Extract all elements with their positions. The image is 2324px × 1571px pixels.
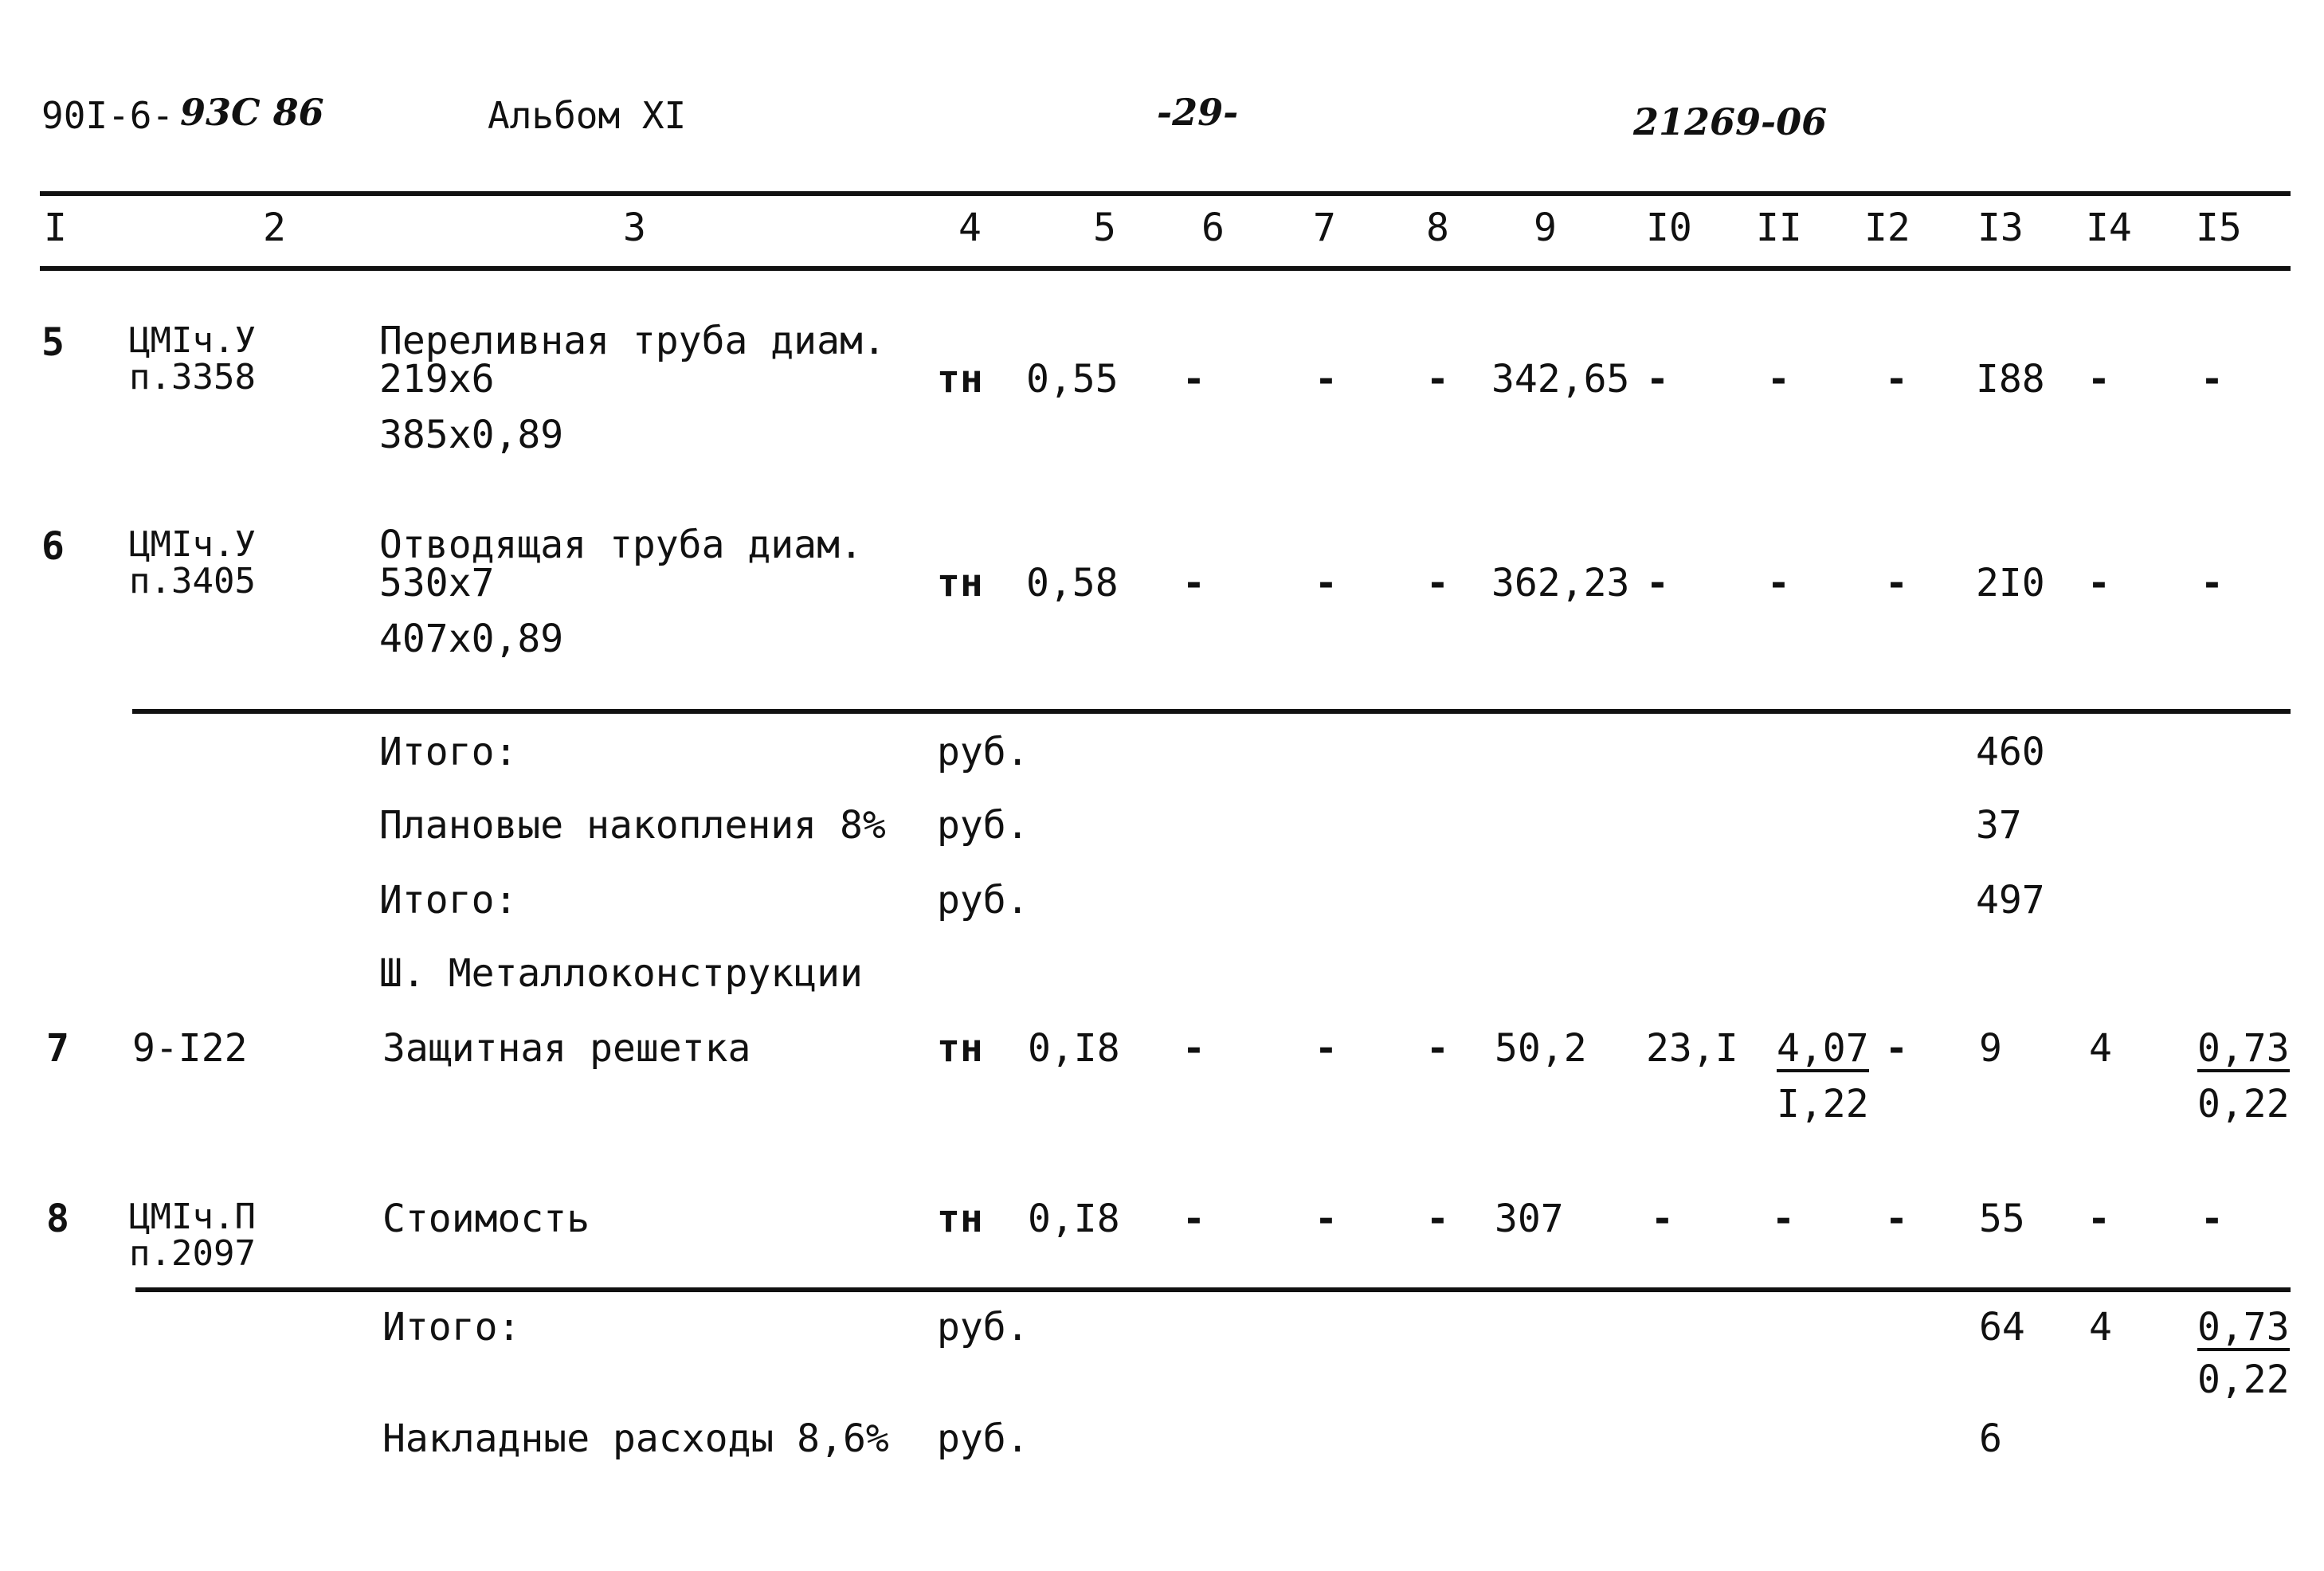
doc-code-prefix: 90I-6- — [41, 94, 174, 137]
row-c15: - — [2201, 1197, 2224, 1241]
row-c10: - — [1651, 1197, 1674, 1241]
total-unit: руб. — [937, 730, 1029, 774]
row-c15: - — [2201, 561, 2224, 605]
row-c15-numerator: 0,73 — [2197, 1026, 2290, 1071]
row-name: Защитная решетка — [382, 1026, 751, 1071]
header-bottom-rule — [40, 266, 2291, 271]
row-c8: - — [1426, 1026, 1449, 1071]
col-header-1: I — [44, 206, 67, 250]
row-code: ЦМIч.У — [129, 524, 256, 565]
section-title: Ш. Металлоконструкции — [379, 951, 863, 996]
col-header-7: 7 — [1313, 206, 1336, 250]
row-c5: 0,58 — [1026, 561, 1119, 605]
row-name-detail: 385х0,89 — [379, 413, 564, 457]
row-c12: - — [1885, 1197, 1908, 1241]
row-number: 8 — [46, 1197, 69, 1241]
row-c6: - — [1182, 357, 1205, 402]
row-c14: - — [2087, 1197, 2110, 1241]
row-c7: - — [1315, 561, 1338, 605]
plan-savings-c13: 37 — [1976, 803, 2022, 848]
row-c10: 23,I — [1646, 1026, 1738, 1071]
row-code: ЦМIч.У — [129, 320, 256, 361]
col-header-12: I2 — [1864, 206, 1911, 250]
row-c6: - — [1182, 1026, 1205, 1071]
row-c9: 362,23 — [1491, 561, 1630, 605]
row-c13: 2I0 — [1976, 561, 2045, 605]
row-name: Стоимость — [382, 1197, 590, 1241]
row-number: 5 — [41, 320, 65, 365]
row-c6: - — [1182, 561, 1205, 605]
row-c13: 55 — [1979, 1197, 2025, 1241]
col-header-14: I4 — [2086, 206, 2132, 250]
table-top-rule — [40, 191, 2291, 196]
doc-number-handwritten: 21269-06 — [1633, 100, 1828, 143]
row-code-item: п.3358 — [129, 357, 256, 398]
row-c13: I88 — [1976, 357, 2045, 402]
col-header-5: 5 — [1093, 206, 1116, 250]
row-c5: 0,55 — [1026, 357, 1119, 402]
row-unit: тн — [937, 561, 983, 605]
col-header-3: 3 — [623, 206, 646, 250]
total-c15-numerator: 0,73 — [2197, 1305, 2290, 1350]
total-label: Итого: — [379, 878, 518, 923]
total-label: Итого: — [379, 730, 518, 774]
row-unit: тн — [937, 1197, 983, 1241]
row-c11: - — [1772, 1197, 1795, 1241]
total-unit: руб. — [937, 878, 1029, 923]
row-number: 7 — [46, 1026, 69, 1071]
row-unit: тн — [937, 1026, 983, 1071]
row-c11: - — [1767, 357, 1790, 402]
row-c14: - — [2087, 357, 2110, 402]
row-name: Отводящая труба диам. — [379, 523, 863, 567]
total-c13: 64 — [1979, 1305, 2025, 1350]
col-header-4: 4 — [958, 206, 982, 250]
row-c7: - — [1315, 1026, 1338, 1071]
row-c11-numerator: 4,07 — [1777, 1026, 1869, 1071]
subtotal-rule — [135, 1287, 2291, 1292]
total-c15-denominator: 0,22 — [2197, 1357, 2290, 1402]
row-c8: - — [1426, 1197, 1449, 1241]
total-c13: 460 — [1976, 730, 2045, 774]
row-c9: 50,2 — [1495, 1026, 1587, 1071]
row-c12: - — [1885, 561, 1908, 605]
row-c10: - — [1646, 357, 1669, 402]
row-code: ЦМIч.П — [129, 1197, 256, 1237]
col-header-15: I5 — [2196, 206, 2242, 250]
col-header-13: I3 — [1977, 206, 2024, 250]
album-label: Альбом XI — [488, 94, 687, 137]
overhead-unit: руб. — [937, 1416, 1029, 1461]
col-header-11: II — [1756, 206, 1802, 250]
row-name: Переливная труба диам. — [379, 319, 886, 363]
row-name-size: 219х6 — [379, 357, 495, 402]
col-header-8: 8 — [1426, 206, 1449, 250]
total-c13: 497 — [1976, 878, 2045, 923]
row-c11: - — [1767, 561, 1790, 605]
row-code-item: п.3405 — [129, 561, 256, 601]
total-unit: руб. — [937, 1305, 1029, 1350]
row-c5: 0,I8 — [1028, 1026, 1120, 1071]
row-name-size: 530х7 — [379, 561, 495, 605]
subtotal-rule — [132, 709, 2291, 714]
row-c7: - — [1315, 357, 1338, 402]
row-c8: - — [1426, 357, 1449, 402]
row-c8: - — [1426, 561, 1449, 605]
overhead-c13: 6 — [1979, 1416, 2002, 1461]
row-c10: - — [1646, 561, 1669, 605]
row-c12: - — [1885, 1026, 1908, 1071]
row-number: 6 — [41, 524, 65, 569]
row-c15-denominator: 0,22 — [2197, 1082, 2290, 1126]
row-c11-denominator: I,22 — [1777, 1082, 1869, 1126]
col-header-9: 9 — [1534, 206, 1557, 250]
row-c13: 9 — [1979, 1026, 2002, 1071]
row-c15: - — [2201, 357, 2224, 402]
row-c9: 342,65 — [1491, 357, 1630, 402]
col-header-10: I0 — [1646, 206, 1692, 250]
page-number: -29- — [1157, 91, 1239, 134]
plan-savings-unit: руб. — [937, 803, 1029, 848]
row-c7: - — [1315, 1197, 1338, 1241]
row-c6: - — [1182, 1197, 1205, 1241]
row-code: 9-I22 — [132, 1026, 248, 1071]
row-name-detail: 407х0,89 — [379, 617, 564, 661]
row-c12: - — [1885, 357, 1908, 402]
overhead-label: Накладные расходы 8,6% — [382, 1416, 889, 1461]
total-label: Итого: — [382, 1305, 521, 1350]
row-unit: тн — [937, 357, 983, 402]
total-c14: 4 — [2089, 1305, 2112, 1350]
col-header-6: 6 — [1201, 206, 1225, 250]
row-c14: 4 — [2089, 1026, 2112, 1071]
plan-savings-label: Плановые накопления 8% — [379, 803, 886, 848]
doc-code-handwritten: 93С 86 — [180, 91, 324, 134]
row-code-item: п.2097 — [129, 1233, 256, 1274]
row-c14: - — [2087, 561, 2110, 605]
row-c5: 0,I8 — [1028, 1197, 1120, 1241]
row-c9: 307 — [1495, 1197, 1564, 1241]
col-header-2: 2 — [263, 206, 286, 250]
